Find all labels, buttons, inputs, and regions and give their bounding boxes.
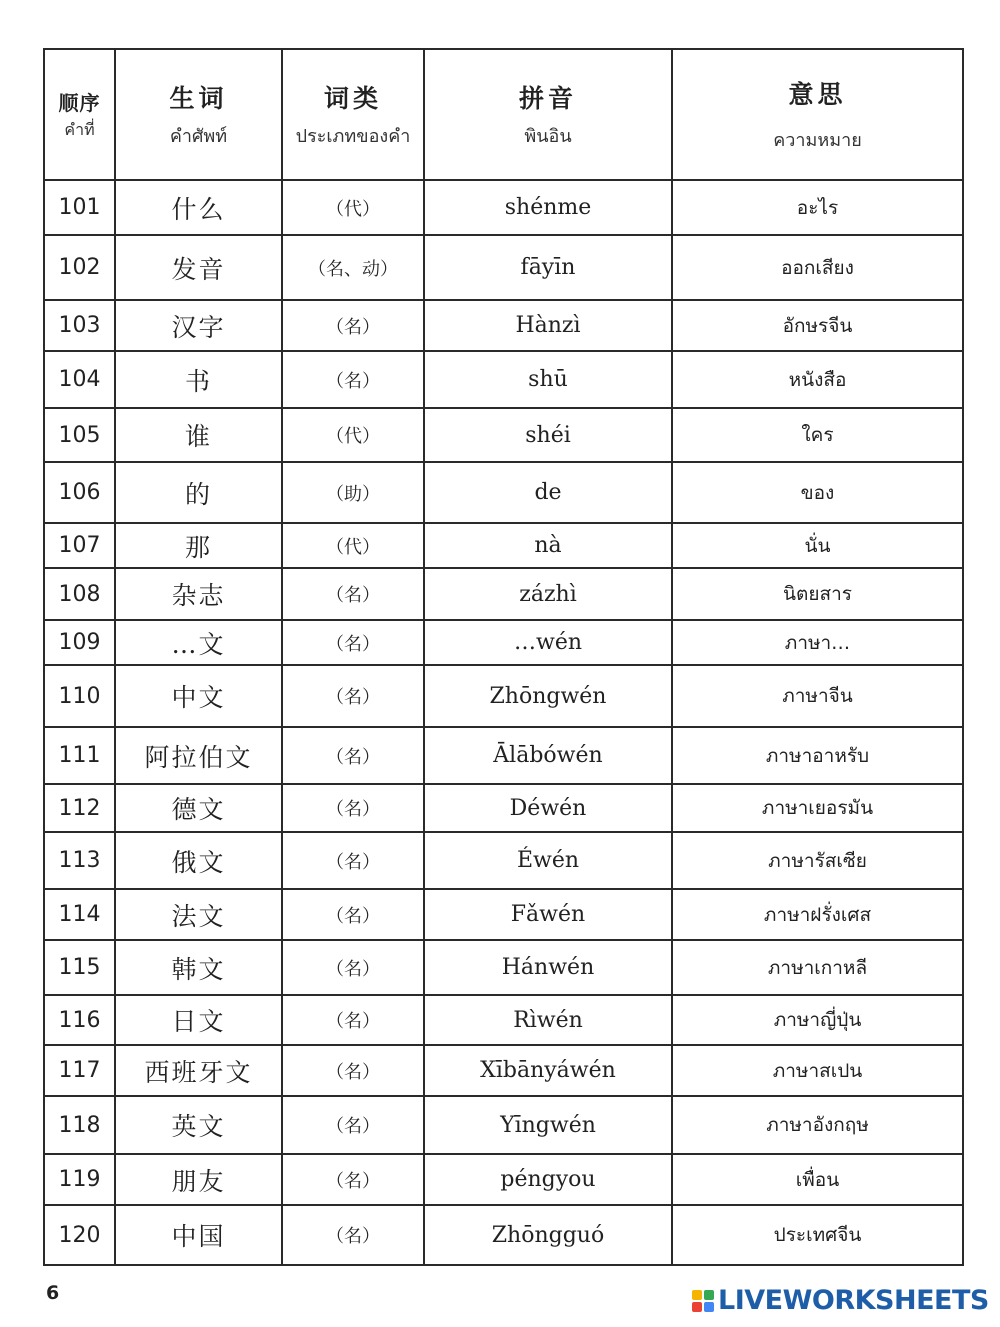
thai-meaning: ออกเสียง (672, 235, 963, 300)
row-number: 120 (44, 1205, 115, 1265)
brand-text: LIVEWORKSHEETS (718, 1285, 989, 1316)
table-row (44, 1154, 963, 1205)
table-row (44, 940, 963, 995)
row-number: 116 (44, 995, 115, 1045)
table-row (44, 523, 963, 568)
header-order: 顺序 คำที่ (44, 49, 115, 180)
chinese-word: 英文 (115, 1096, 282, 1154)
table-row (44, 351, 963, 408)
thai-meaning: ภาษาเกาหลี (672, 940, 963, 995)
part-of-speech: （名） (282, 995, 424, 1045)
thai-meaning: ภาษารัสเซีย (672, 832, 963, 889)
chinese-word: 俄文 (115, 832, 282, 889)
pinyin: zázhì (424, 568, 672, 620)
chinese-word: 发音 (115, 235, 282, 300)
thai-meaning: ประเทศจีน (672, 1205, 963, 1265)
part-of-speech: （名） (282, 568, 424, 620)
row-number: 107 (44, 523, 115, 568)
chinese-word: 那 (115, 523, 282, 568)
part-of-speech: （名） (282, 1154, 424, 1205)
pinyin: Rìwén (424, 995, 672, 1045)
pinyin: shū (424, 351, 672, 408)
thai-meaning: ภาษาเยอรมัน (672, 784, 963, 832)
part-of-speech: （代） (282, 408, 424, 462)
row-number: 110 (44, 665, 115, 727)
chinese-word: 阿拉伯文 (115, 727, 282, 784)
row-number: 115 (44, 940, 115, 995)
pinyin: Zhōngguó (424, 1205, 672, 1265)
chinese-word: 谁 (115, 408, 282, 462)
row-number: 106 (44, 462, 115, 523)
part-of-speech: （名） (282, 1096, 424, 1154)
row-number: 104 (44, 351, 115, 408)
header-pinyin: 拼音 พินอิน (424, 49, 672, 180)
part-of-speech: （名） (282, 620, 424, 665)
thai-meaning: เพื่อน (672, 1154, 963, 1205)
row-number: 117 (44, 1045, 115, 1096)
thai-meaning: ภาษาญี่ปุ่น (672, 995, 963, 1045)
table-row (44, 568, 963, 620)
row-number: 105 (44, 408, 115, 462)
pinyin: shénme (424, 180, 672, 235)
chinese-word: 汉字 (115, 300, 282, 351)
header-meaning: 意思 ความหมาย (672, 49, 963, 180)
pinyin: nà (424, 523, 672, 568)
pinyin: …wén (424, 620, 672, 665)
table-row (44, 1205, 963, 1265)
brand-mark-icon (692, 1290, 714, 1312)
table-row (44, 995, 963, 1045)
pinyin: de (424, 462, 672, 523)
part-of-speech: （名） (282, 351, 424, 408)
row-number: 113 (44, 832, 115, 889)
row-number: 101 (44, 180, 115, 235)
part-of-speech: （名） (282, 1045, 424, 1096)
table-row (44, 1045, 963, 1096)
part-of-speech: （名、动） (282, 235, 424, 300)
thai-meaning: นิตยสาร (672, 568, 963, 620)
pinyin: Éwén (424, 832, 672, 889)
pinyin: shéi (424, 408, 672, 462)
part-of-speech: （名） (282, 665, 424, 727)
thai-meaning: ภาษา… (672, 620, 963, 665)
thai-meaning: นั่น (672, 523, 963, 568)
table-row (44, 620, 963, 665)
header-pos: 词类 ประเภทของคำ (282, 49, 424, 180)
pinyin: Yīngwén (424, 1096, 672, 1154)
thai-meaning: ภาษาอังกฤษ (672, 1096, 963, 1154)
page-number: 6 (46, 1282, 60, 1304)
vocabulary-table (43, 48, 964, 1266)
header-row (44, 49, 963, 180)
thai-meaning: อักษรจีน (672, 300, 963, 351)
row-number: 119 (44, 1154, 115, 1205)
row-number: 102 (44, 235, 115, 300)
chinese-word: 日文 (115, 995, 282, 1045)
chinese-word: 中文 (115, 665, 282, 727)
thai-meaning: ภาษาสเปน (672, 1045, 963, 1096)
thai-meaning: หนังสือ (672, 351, 963, 408)
chinese-word: 朋友 (115, 1154, 282, 1205)
part-of-speech: （代） (282, 180, 424, 235)
pinyin: Hànzì (424, 300, 672, 351)
chinese-word: 什么 (115, 180, 282, 235)
part-of-speech: （名） (282, 1205, 424, 1265)
liveworksheets-logo (692, 1285, 989, 1316)
thai-meaning: ภาษาจีน (672, 665, 963, 727)
row-number: 103 (44, 300, 115, 351)
part-of-speech: （代） (282, 523, 424, 568)
part-of-speech: （名） (282, 832, 424, 889)
pinyin: Hánwén (424, 940, 672, 995)
thai-meaning: ใคร (672, 408, 963, 462)
chinese-word: 法文 (115, 889, 282, 940)
thai-meaning: ของ (672, 462, 963, 523)
row-number: 114 (44, 889, 115, 940)
row-number: 109 (44, 620, 115, 665)
pinyin: Déwén (424, 784, 672, 832)
table-row (44, 180, 963, 235)
table-row (44, 300, 963, 351)
table-row (44, 832, 963, 889)
part-of-speech: （助） (282, 462, 424, 523)
pinyin: péngyou (424, 1154, 672, 1205)
pinyin: Xībānyáwén (424, 1045, 672, 1096)
part-of-speech: （名） (282, 784, 424, 832)
part-of-speech: （名） (282, 940, 424, 995)
thai-meaning: ภาษาอาหรับ (672, 727, 963, 784)
chinese-word: …文 (115, 620, 282, 665)
table-header (44, 49, 963, 180)
table-row (44, 1096, 963, 1154)
chinese-word: 韩文 (115, 940, 282, 995)
table-row (44, 784, 963, 832)
thai-meaning: ภาษาฝรั่งเศส (672, 889, 963, 940)
chinese-word: 的 (115, 462, 282, 523)
part-of-speech: （名） (282, 300, 424, 351)
table-row (44, 889, 963, 940)
part-of-speech: （名） (282, 727, 424, 784)
pinyin: Zhōngwén (424, 665, 672, 727)
chinese-word: 杂志 (115, 568, 282, 620)
pinyin: fāyīn (424, 235, 672, 300)
table-row (44, 408, 963, 462)
header-word: 生词 คำศัพท์ (115, 49, 282, 180)
pinyin: Fǎwén (424, 889, 672, 940)
table-row (44, 665, 963, 727)
chinese-word: 德文 (115, 784, 282, 832)
pinyin: Ālābówén (424, 727, 672, 784)
table-row (44, 462, 963, 523)
row-number: 112 (44, 784, 115, 832)
thai-meaning: อะไร (672, 180, 963, 235)
chinese-word: 中国 (115, 1205, 282, 1265)
table-row (44, 727, 963, 784)
part-of-speech: （名） (282, 889, 424, 940)
row-number: 118 (44, 1096, 115, 1154)
chinese-word: 书 (115, 351, 282, 408)
row-number: 108 (44, 568, 115, 620)
table-row (44, 235, 963, 300)
chinese-word: 西班牙文 (115, 1045, 282, 1096)
table-body (44, 180, 963, 1265)
row-number: 111 (44, 727, 115, 784)
